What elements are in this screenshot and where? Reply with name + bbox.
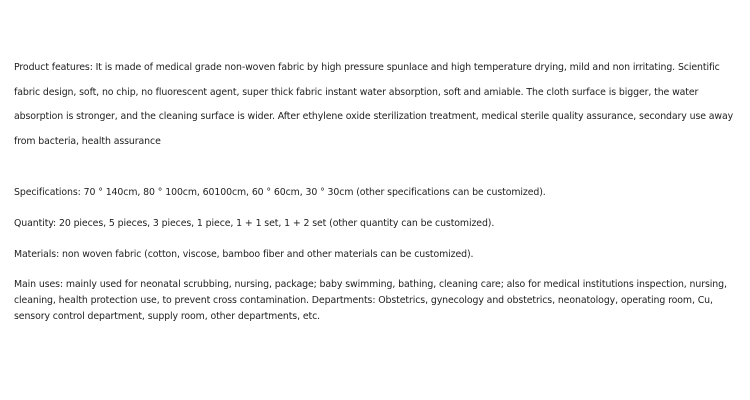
specifications-paragraph: Specifications: 70 ° 140cm, 80 ° 100cm, 60100cm, 60 ° 60cm, 30 ° 30cm (other specifications can be customized).	[14, 187, 546, 198]
materials-paragraph: Materials: non woven fabric (cotton, viscose, bamboo fiber and other materials can be customized).	[14, 249, 474, 260]
quantity-paragraph: Quantity: 20 pieces, 5 pieces, 3 pieces, 1 piece, 1 + 1 set, 1 + 2 set (other quantity can be customized).	[14, 218, 495, 229]
spacer	[14, 201, 734, 216]
spacer	[14, 263, 734, 277]
product-description	[14, 56, 734, 325]
spacer	[14, 154, 734, 185]
main-uses-paragraph: Main uses: mainly used for neonatal scrubbing, nursing, package; baby swimming, bathing, cleaning care; also for medical institutions inspection, nursing, cleaning, health protection use, to prevent cross contamination. Departments: Obstetrics, gynecology and obstetrics, neonatology, operating room, Cu, sensory control department, supply room, other departments, etc.	[14, 279, 727, 322]
product-features-paragraph: Product features: It is made of medical grade non-woven fabric by high pressure spunlace and high temperature drying, mild and non irritating. Scientific fabric design, soft, no chip, no fluorescent agent, super thick fabric instant water absorption, soft and amiable. The cloth surface is bigger, the water absorption is stronger, and the cleaning surface is wider. After ethylene oxide sterilization treatment, medical sterile quality assurance, secondary use away from bacteria, health assurance	[14, 62, 734, 147]
spacer	[14, 232, 734, 247]
